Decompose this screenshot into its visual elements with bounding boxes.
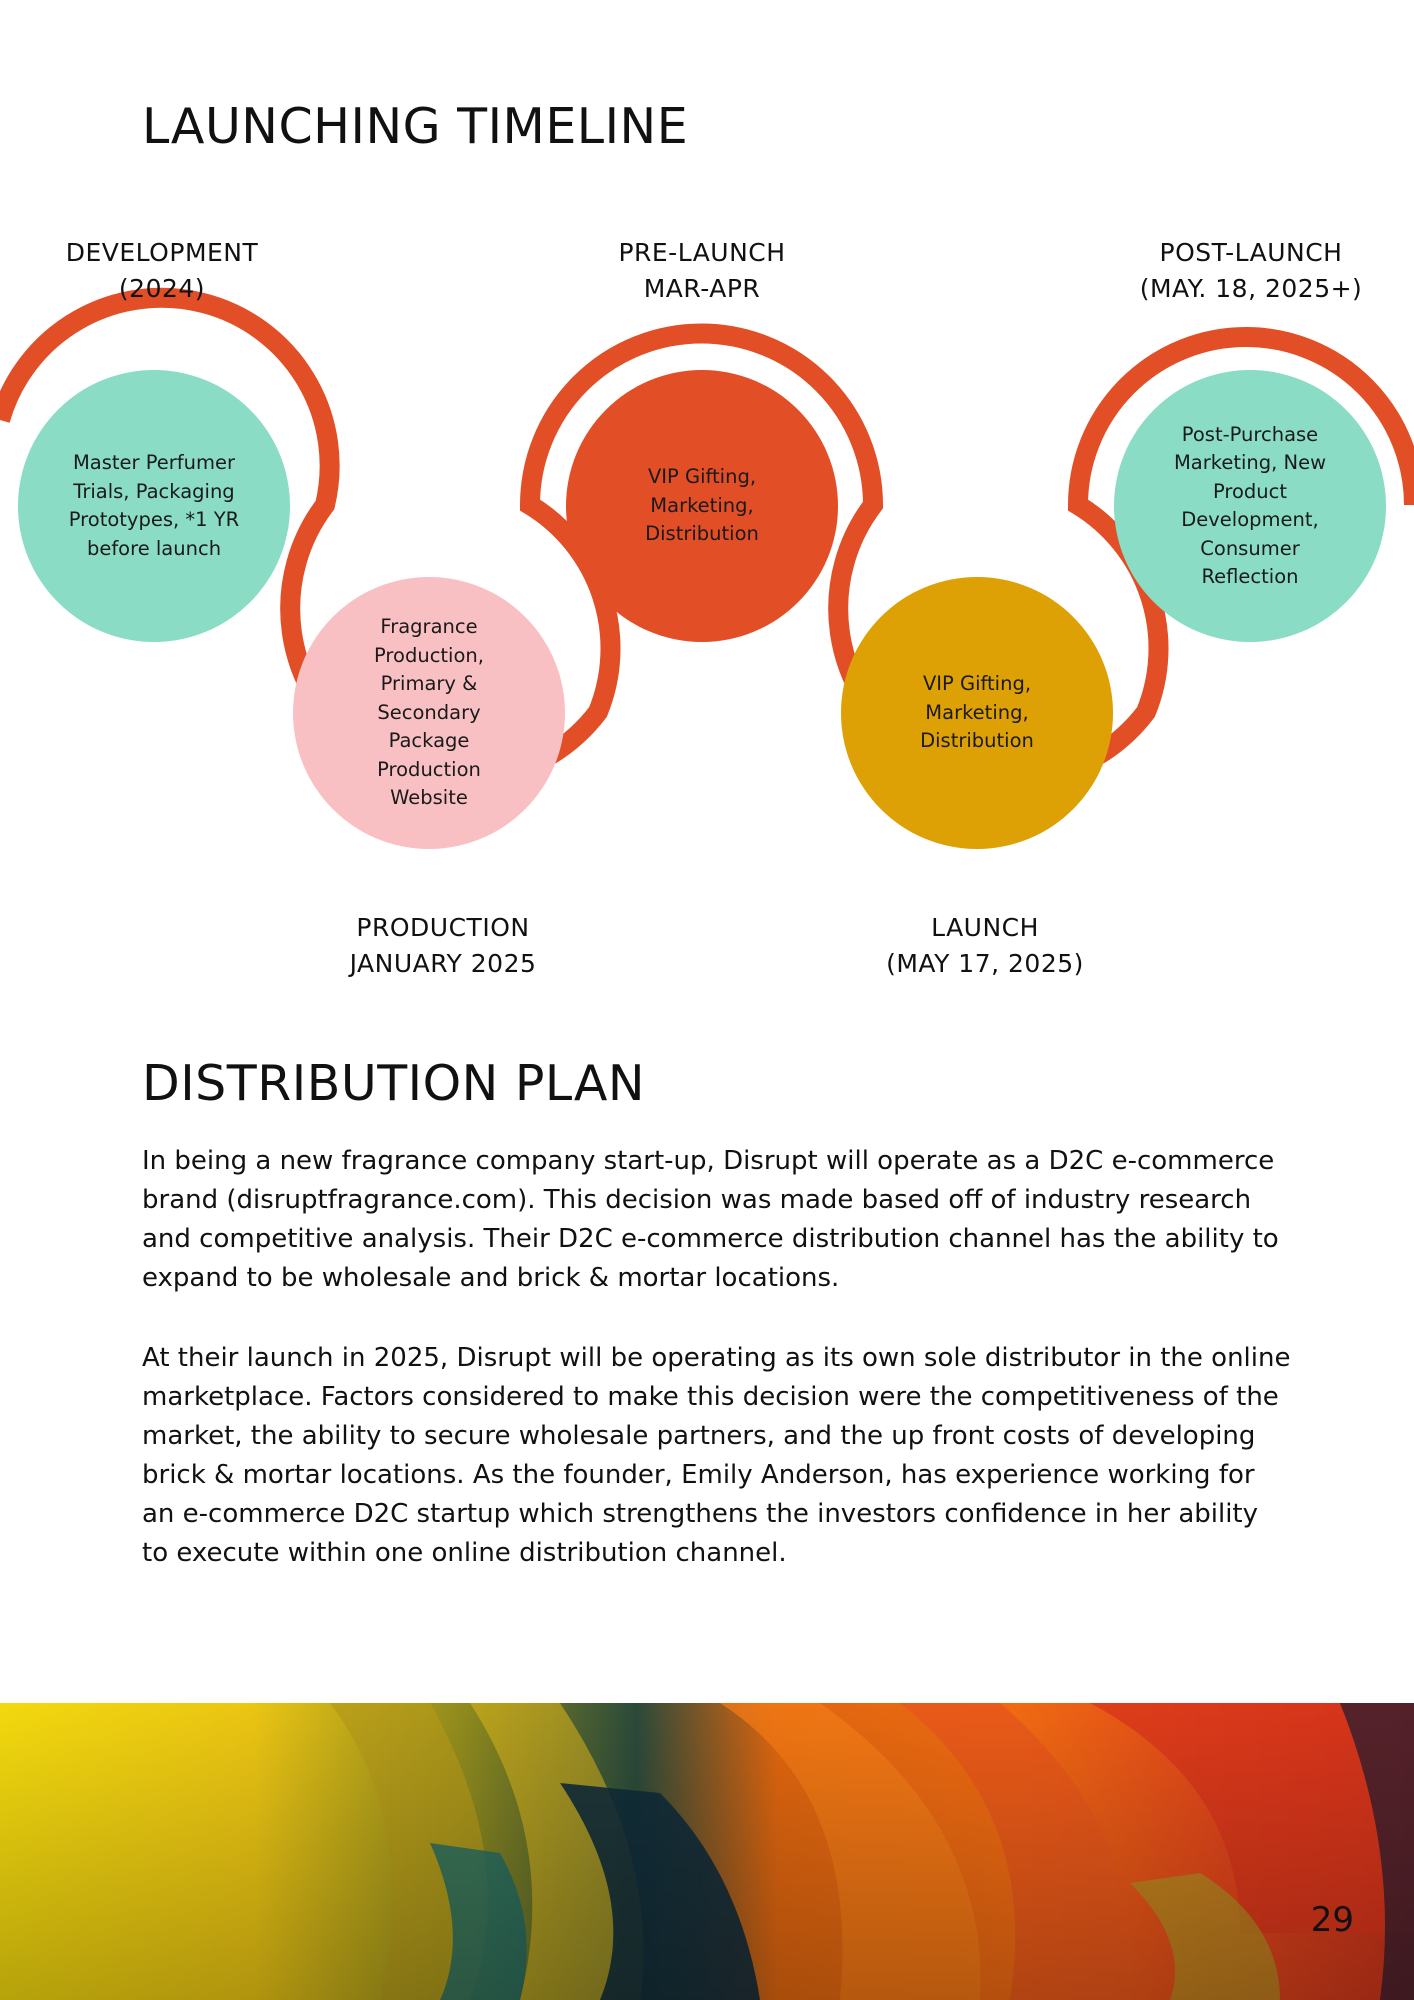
phase-production-date: JANUARY 2025 bbox=[349, 949, 537, 978]
phase-label-pre-launch bbox=[542, 235, 862, 307]
timeline-title: LAUNCHING TIMELINE bbox=[142, 98, 689, 155]
phase-launch-name: LAUNCH bbox=[931, 913, 1039, 942]
timeline-circle-post-launch bbox=[1114, 370, 1386, 642]
distribution-paragraph-1: In being a new fragrance company start-up, Disrupt will operate as a D2C e-commerce brand (disruptfragrance.com). This decision was made based off of industry research and competitive analysis. Their D2C e-commerce distribution channel has the ability to expand to be wholesale and brick & mortar locations. bbox=[142, 1146, 1279, 1293]
phase-production-name: PRODUCTION bbox=[356, 913, 530, 942]
circle-development-text: Master Perfumer Trials, Packaging Prototypes, *1 YR before launch bbox=[68, 451, 240, 560]
phase-label-production bbox=[283, 910, 603, 982]
phase-development-date: (2024) bbox=[118, 274, 206, 303]
distribution-paragraph-2: At their launch in 2025, Disrupt will be operating as its own sole distributor in the online marketplace. Factors considered to make this decision were the competitiveness of the market, the ability to secure wholesale partners, and the up front costs of developing brick & mortar locations. As the founder, Emily Anderson, has experience working for an e-commerce D2C startup which strengthens the investors confidence in her ability to execute within one online distribution channel. bbox=[142, 1343, 1291, 1568]
phase-label-development bbox=[2, 235, 322, 307]
phase-pre-launch-date: MAR-APR bbox=[643, 274, 761, 303]
timeline-circle-launch bbox=[841, 577, 1113, 849]
phase-development-name: DEVELOPMENT bbox=[65, 238, 259, 267]
circle-pre-launch-text: VIP Gifting, Marketing, Distribution bbox=[645, 465, 759, 546]
phase-post-launch-name: POST-LAUNCH bbox=[1159, 238, 1343, 267]
timeline-circle-production bbox=[293, 577, 565, 849]
page-number: 29 bbox=[1310, 1900, 1354, 1940]
timeline-circle-pre-launch bbox=[566, 370, 838, 642]
phase-label-post-launch bbox=[1091, 235, 1411, 307]
phase-launch-date: (MAY 17, 2025) bbox=[886, 949, 1084, 978]
phase-post-launch-date: (MAY. 18, 2025+) bbox=[1139, 274, 1363, 303]
circle-production-text: Fragrance Production, Primary & Secondary Package Production Website bbox=[374, 615, 484, 810]
phase-label-launch bbox=[825, 910, 1145, 982]
feather-photo-banner bbox=[0, 1703, 1414, 2000]
timeline-circle-development bbox=[18, 370, 290, 642]
distribution-title: DISTRIBUTION PLAN bbox=[142, 1055, 646, 1112]
phase-pre-launch-name: PRE-LAUNCH bbox=[618, 238, 786, 267]
circle-launch-text: VIP Gifting, Marketing, Distribution bbox=[920, 672, 1034, 753]
feather-photo-image bbox=[0, 1703, 1414, 2000]
circle-post-launch-text: Post-Purchase Marketing, New Product Development, Consumer Reflection bbox=[1173, 422, 1327, 588]
